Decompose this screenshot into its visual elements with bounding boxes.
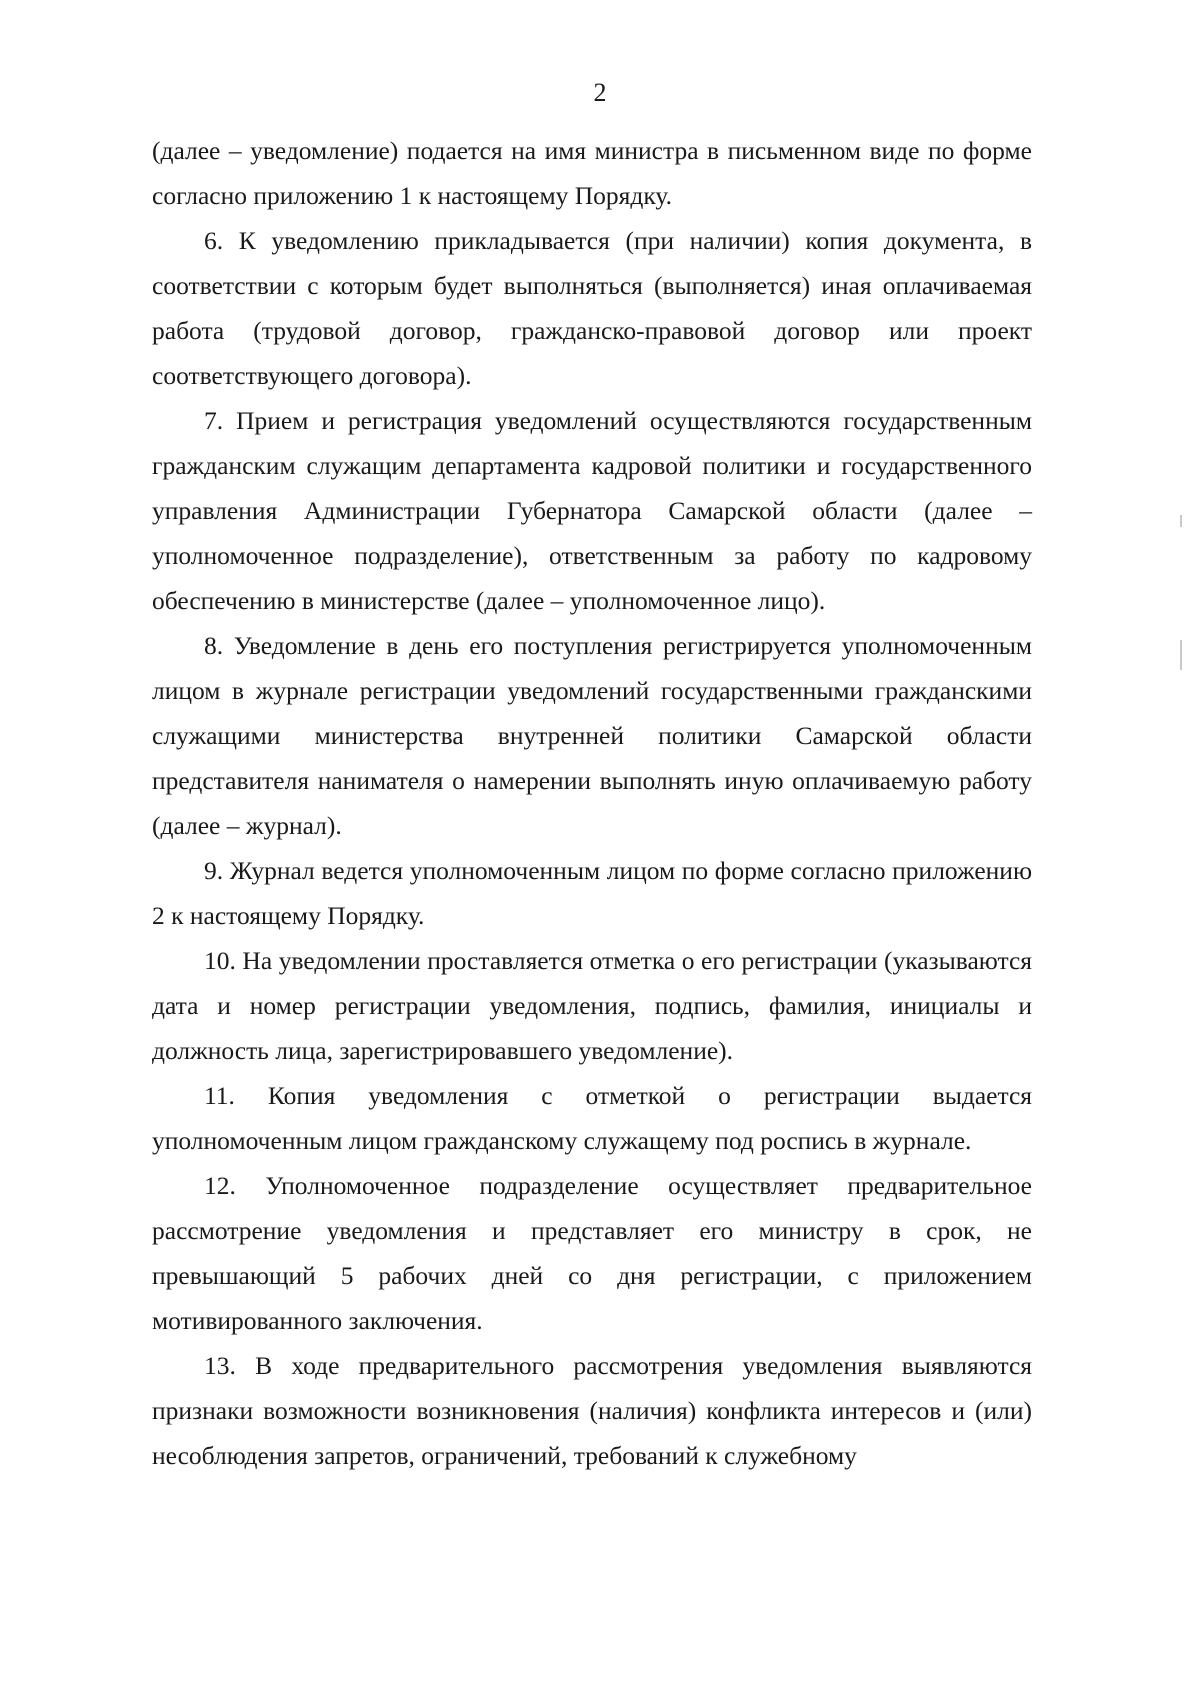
scan-artifact [1180, 515, 1182, 527]
document-body [152, 128, 1032, 1478]
paragraph-12: 12. Уполномоченное подразделение осуществляет предварительное рассмотрение уведомления и представляет его министру в срок, не превышающий 5 рабочих дней со дня регистрации, с приложением мотивированного заключения. [152, 1171, 1032, 1335]
paragraph-5-continuation: (далее – уведомление) подается на имя министра в письменном виде по форме согласно приложению 1 к настоящему Порядку. [152, 136, 1032, 210]
paragraph-10: 10. На уведомлении проставляется отметка о его регистрации (указываются дата и номер регистрации уведомления, подпись, фамилия, инициалы и должность лица, зарегистрировавшего уведомление). [152, 946, 1032, 1065]
paragraph-8: 8. Уведомление в день его поступления регистрируется уполномоченным лицом в журнале регистрации уведомлений государственными гражданскими служащими министерства внутренней политики Самарской области представителя нанимателя о намерении выполнять иную оплачиваемую работу (далее – журнал). [152, 631, 1032, 840]
paragraph-6: 6. К уведомлению прикладывается (при наличии) копия документа, в соответствии с которым будет выполняться (выполняется) иная оплачиваемая работа (трудовой договор, гражданско-правовой договор или проект соответствующего договора). [152, 226, 1032, 390]
scan-artifact [1180, 640, 1182, 670]
paragraph-13: 13. В ходе предварительного рассмотрения уведомления выявляются признаки возможности возникновения (наличия) конфликта интересов и (или) несоблюдения запретов, ограничений, требований к служебному [152, 1351, 1032, 1470]
paragraph-9: 9. Журнал ведется уполномоченным лицом по форме согласно приложению 2 к настоящему Порядку. [152, 856, 1032, 930]
paragraph-7: 7. Прием и регистрация уведомлений осуществляются государственным гражданским служащим департамента кадровой политики и государственного управления Администрации Губернатора Самарской области (далее – уполномоченное подразделение), ответственным за работу по кадровому обеспечению в министерстве (далее – уполномоченное лицо). [152, 406, 1032, 615]
paragraph-11: 11. Копия уведомления с отметкой о регистрации выдается уполномоченным лицом гражданскому служащему под роспись в журнале. [152, 1081, 1032, 1155]
page-number: 2 [593, 78, 607, 107]
